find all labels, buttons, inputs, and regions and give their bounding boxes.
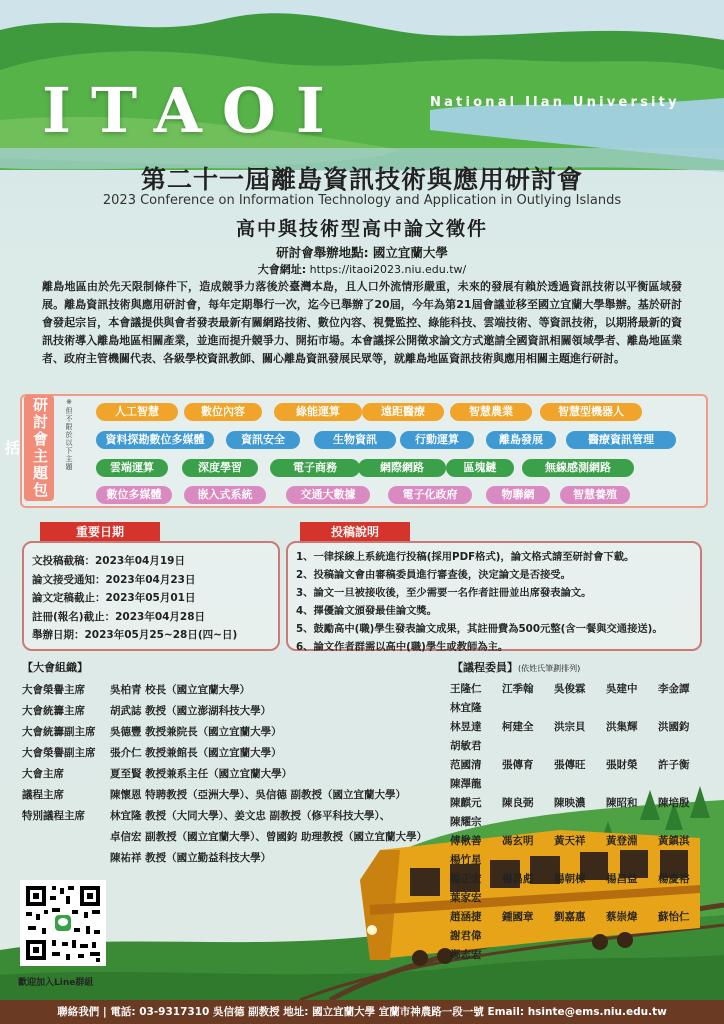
committee-member: 楊朝棟 (554, 873, 586, 885)
committee-member: 陳映濃 (554, 797, 586, 809)
committee-member: 楊昌彪 (502, 873, 534, 885)
committee-row (450, 946, 724, 965)
topic-tag: 資料探勘數位多媒體 (96, 431, 214, 449)
organization-row (22, 785, 427, 806)
committee-row (450, 718, 724, 756)
committee-member: 楊昌益 (606, 873, 638, 885)
committee-row (450, 756, 724, 794)
qr-code-icon[interactable] (20, 880, 106, 966)
website (0, 261, 724, 277)
submission-item: 3、論文一旦被接收後，至少需要一名作者註冊並出席發表論文。 (296, 587, 592, 599)
committee-member: 馮玄明 (502, 835, 534, 847)
date-item: 舉辦日期：2023年05月25~28日(四~日) (32, 629, 238, 641)
committee-row (450, 794, 724, 832)
topic-tag: 智慧養殖 (560, 486, 630, 504)
topic-tag: 數位內容 (184, 403, 262, 421)
submission-heading: 投稿說明 (300, 522, 410, 542)
committee-member: 鍾國章 (502, 911, 534, 923)
topic-tag: 雲端運算 (96, 459, 168, 477)
committee-note: (依姓氏筆劃排列) (518, 664, 581, 673)
topic-tag: 資訊安全 (226, 431, 300, 449)
committee-member: 王隆仁 (450, 683, 482, 695)
committee-member: 吳俊霖 (554, 683, 586, 695)
website-label: 大會網址: (257, 263, 307, 276)
committee-member: 張傳旺 (554, 759, 586, 771)
committee-member: 李金譚 (658, 683, 690, 695)
topic-tag: 行動運算 (400, 431, 474, 449)
website-link[interactable]: https://itaoi2023.niu.edu.tw/ (309, 263, 467, 276)
topic-tag: 電子商務 (270, 459, 360, 477)
organization-role: 大會統籌副主席 (22, 726, 96, 738)
committee-member: 陳澤龍 (450, 778, 482, 790)
topic-tag: 區塊鏈 (446, 459, 514, 477)
organization-people: 陳懷恩 特聘教授（亞洲大學）、吳信德 副教授（國立宜蘭大學） (110, 789, 407, 801)
submission-item: 2、投稿論文會由審稿委員進行審查後，決定論文是否接受。 (296, 569, 571, 581)
submission-item: 6、論文作者群需以高中(職)學生或教師為主。 (296, 641, 509, 653)
topic-tag: 智慧農業 (450, 403, 532, 421)
organization-people: 吳德豐 教授兼院長（國立宜蘭大學） (110, 726, 282, 738)
committee-member: 洪集輝 (606, 721, 638, 733)
conference-title-en: 2023 Conference on Information Technology and Application in Outlying Islands (102, 193, 622, 208)
organization-people: 夏至賢 教授兼系主任（國立宜蘭大學） (110, 768, 293, 780)
itaoi-logo: ITAOI (42, 74, 345, 147)
topic-tag: 人工智慧 (96, 403, 178, 421)
committee-member: 楊正宏 (450, 873, 482, 885)
committee-member: 黃鎮淇 (658, 835, 690, 847)
committee-member: 蘇怡仁 (658, 911, 690, 923)
submission-item: 5、鼓勵高中(職)學生發表論文成果，其註冊費為500元整(含一餐與交通接送)。 (296, 623, 663, 635)
committee-member: 張財榮 (606, 759, 638, 771)
topic-tag: 電子化政府 (388, 486, 472, 504)
committee-member: 劉嘉惠 (554, 911, 586, 923)
committee-row (450, 908, 724, 946)
call-for-papers-title: 高中與技術型高中論文徵件 (235, 218, 488, 240)
topics-heading: 研討會主題包括 (24, 395, 54, 501)
topic-tag: 數位多媒體 (96, 486, 172, 504)
committee-member: 謝君偉 (450, 930, 482, 942)
organization-people: 卓信宏 副教授（國立宜蘭大學）、曾國鈞 助理教授（國立宜蘭大學） (110, 831, 428, 843)
committee-member: 柯建全 (502, 721, 534, 733)
committee-member: 林昱達 (450, 721, 482, 733)
organization-role: 議程主席 (22, 789, 64, 801)
committee-list (450, 680, 724, 965)
organization-row (22, 806, 427, 827)
organization-role: 特別議程主席 (22, 810, 85, 822)
topic-tag: 綠能運算 (274, 403, 362, 421)
date-item: 文投稿截稿：2023年04月19日 (32, 555, 185, 567)
committee-row (450, 832, 724, 870)
committee-member: 洪宗貝 (554, 721, 586, 733)
organization-role: 大會主席 (22, 768, 64, 780)
committee-member: 陳昭和 (606, 797, 638, 809)
topic-tag: 嵌入式系統 (184, 486, 266, 504)
dates-list (32, 552, 237, 645)
committee-member: 江季翰 (502, 683, 534, 695)
organization-row (22, 701, 427, 722)
organization-role: 大會榮譽主席 (22, 684, 85, 696)
topic-tag: 遠距醫療 (362, 403, 444, 421)
committee-member: 吳建中 (606, 683, 638, 695)
topic-tag: 深度學習 (182, 459, 258, 477)
committee-member: 陳麒元 (450, 797, 482, 809)
organization-role: 大會榮譽副主席 (22, 747, 96, 759)
topics-note: ※但不限於以下主題 (65, 398, 73, 471)
submission-item: 4、擇優論文頒發最佳論文獎。 (296, 605, 438, 617)
organization-role: 大會統籌主席 (22, 705, 85, 717)
organization-row (22, 680, 427, 701)
committee-member: 楊慶裕 (658, 873, 690, 885)
qr-caption: 歡迎加入Line群組 (18, 978, 94, 988)
committee-member: 黃登淵 (606, 835, 638, 847)
committee-member: 林宜隆 (450, 702, 482, 714)
committee-member: 范國清 (450, 759, 482, 771)
committee-member: 許子衡 (658, 759, 690, 771)
committee-row (450, 870, 724, 908)
organization-people: 張介仁 教授兼館長（國立宜蘭大學） (110, 747, 282, 759)
organization-heading: 【大會組織】 (22, 661, 88, 674)
submission-list (296, 548, 663, 656)
organization-list (22, 680, 427, 869)
contact-footer: 聯絡我們 | 電話: 03-9317310 吳信德 副教授 地址: 國立宜蘭大學 宜蘭市神農路一段一號 Email: hsinte@ems.niu.edu.tw (0, 1000, 724, 1024)
committee-member: 楊竹星 (450, 854, 482, 866)
conference-title: 第二十一屆離島資訊技術與應用研討會 (140, 165, 583, 194)
university-name-en: National Ilan University (430, 95, 680, 110)
committee-member: 黃天祥 (554, 835, 586, 847)
topic-tag: 醫療資訊管理 (566, 431, 676, 449)
committee-member: 鄭志宏 (450, 949, 482, 961)
topic-tag: 生物資訊 (314, 431, 396, 449)
date-item: 論文定稿截止：2023年05月01日 (32, 592, 196, 604)
topic-tag: 交通大數據 (286, 486, 370, 504)
committee-member: 陳良弼 (502, 797, 534, 809)
committee-member: 趙涵捷 (450, 911, 482, 923)
topic-tag: 網際網路 (358, 459, 446, 477)
topic-tag: 智慧型機器人 (540, 403, 642, 421)
committee-heading-text: 【議程委員】 (452, 661, 518, 674)
organization-row (22, 764, 427, 785)
topic-tag: 物聯網 (486, 486, 550, 504)
committee-member: 洪國鈞 (658, 721, 690, 733)
venue: 研討會舉辦地點: 國立宜蘭大學 (276, 245, 448, 260)
committee-member: 陳耀宗 (450, 816, 482, 828)
committee-member: 傅楸善 (450, 835, 482, 847)
topic-tag: 離島發展 (486, 431, 556, 449)
organization-row (22, 743, 427, 764)
committee-member: 張傳育 (502, 759, 534, 771)
organization-people: 胡武誌 教授（國立澎湖科技大學） (110, 705, 272, 717)
submission-item: 1、一律採線上系統進行投稿(採用PDF格式)，論文格式請至研討會下載。 (296, 551, 635, 563)
committee-heading (452, 659, 580, 675)
committee-member: 葉家宏 (450, 892, 482, 904)
topic-tag: 無線感測網路 (522, 459, 634, 477)
organization-row (22, 848, 427, 869)
committee-member: 蔡崇煒 (606, 911, 638, 923)
dates-heading: 重要日期 (40, 522, 160, 542)
committee-row (450, 680, 724, 718)
intro-paragraph: 離島地區由於先天限制條件下，造成競爭力落後於臺灣本島，且人口外流情形嚴重，未來的發展有賴於透過資訊技術以平衡區域發展。離島資訊技術與應用研討會，每年定期舉行一次，迄今已舉辦了20屆，今年為第21屆會議並移至國立宜蘭大學舉辦。基於研討會發起宗旨，本會議提供與會者發表最新有關網路技術、數位內容、視覺監控、綠能科技、雲端技術、等資訊技術，以期將最新的資訊技術導入離島地區相關產業，並進而提升競爭力、開拓市場。本會議採公開徵求論文方式邀請全國資訊相關領域學者、離島地區業者、政府主管機關代表、各級學校資訊教師、關心離島資訊發展民眾等，就離島地區資訊技術與應用相關主題進行研討。 (42, 280, 682, 365)
committee-member: 胡敏君 (450, 740, 482, 752)
organization-people: 林宜隆 教授（大同大學）、姜文忠 副教授（修平科技大學）、 (110, 810, 391, 822)
date-item: 註冊(報名)截止：2023年04月28日 (32, 610, 206, 623)
organization-row (22, 827, 427, 848)
date-item: 論文接受通知：2023年04月23日 (32, 573, 196, 586)
organization-people: 吳柏青 校長（國立宜蘭大學） (110, 684, 251, 696)
organization-people: 陳祐祥 教授（國立勤益科技大學） (110, 852, 272, 864)
committee-member: 陳培殷 (658, 797, 690, 809)
organization-row (22, 722, 427, 743)
